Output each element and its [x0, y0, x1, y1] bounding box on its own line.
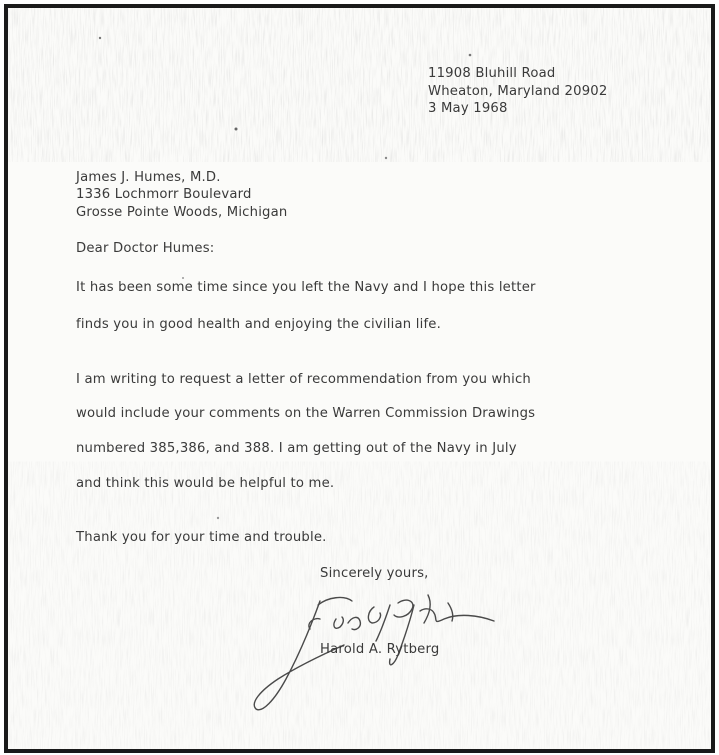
sender-city: Wheaton, Maryland 20902: [428, 84, 608, 99]
paragraph-2-line-3: numbered 385,386, and 388. I am getting out of the Navy in July: [76, 441, 517, 456]
signer-name: Harold A. Rytberg: [320, 642, 440, 657]
paragraph-3: Thank you for your time and trouble.: [76, 530, 327, 545]
paragraph-1-line-1: It has been some time since you left the Navy and I hope this letter: [76, 280, 536, 295]
sender-street: 11908 Bluhill Road: [428, 66, 556, 81]
recipient-city: Grosse Pointe Woods, Michigan: [76, 205, 288, 220]
paragraph-2-line-1: I am writing to request a letter of recommendation from you which: [76, 372, 531, 387]
recipient-street: 1336 Lochmorr Boulevard: [76, 187, 252, 202]
recipient-name: James J. Humes, M.D.: [76, 170, 221, 185]
closing: Sincerely yours,: [320, 566, 429, 581]
letter-date: 3 May 1968: [428, 101, 508, 116]
paragraph-2-line-4: and think this would be helpful to me.: [76, 476, 335, 491]
paragraph-1-line-2: finds you in good health and enjoying the civilian life.: [76, 317, 441, 332]
paragraph-2-line-2: would include your comments on the Warren Commission Drawings: [76, 406, 536, 421]
letter-page: [4, 4, 715, 753]
salutation: Dear Doctor Humes:: [76, 241, 215, 256]
